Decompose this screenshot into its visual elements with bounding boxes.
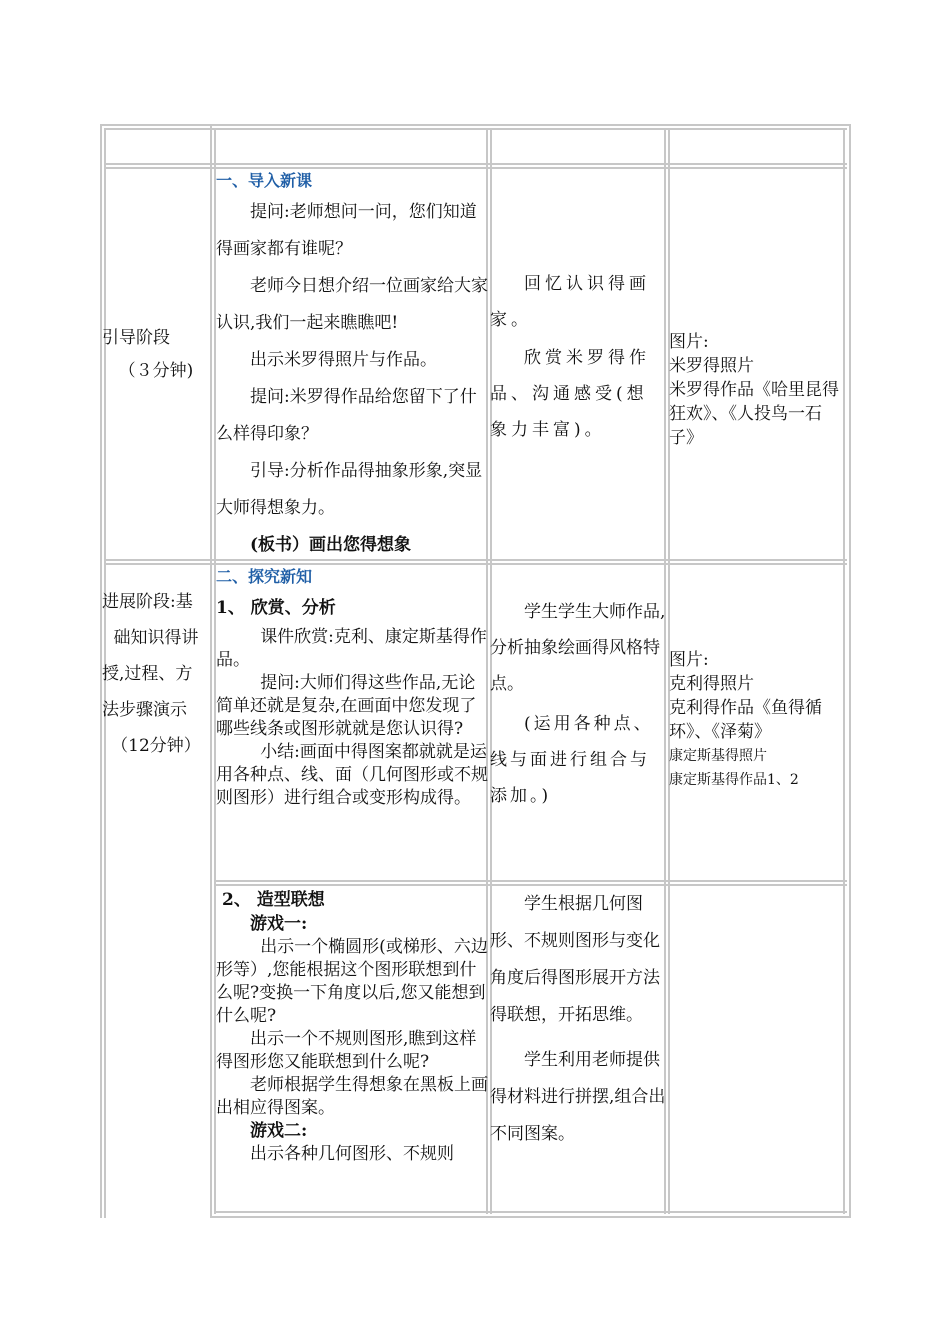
teacher-text: 出示一个不规则图形,瞧到这样得图形您又能联想到什么呢?: [216, 1029, 477, 1072]
table-rule: [210, 124, 212, 1218]
student-text: 学生学生大师作品,分析抽象绘画得风格特点。: [490, 602, 666, 694]
media-text: 克利得作品《鱼得循环》、《泽菊》: [669, 698, 822, 742]
media-text: 图片:: [669, 650, 709, 670]
stage-cell-intro: [102, 324, 210, 386]
student-cell-intro: [490, 266, 666, 448]
teacher-text: 出示一个椭圆形(或梯形、六边形等）,您能根据这个图形联想到什么呢?变换一下角度以后,您又能想到什么呢?: [216, 937, 488, 1026]
table-rule: [214, 1211, 847, 1213]
student-cell-association: [490, 886, 666, 1153]
media-text: 康定斯基得照片: [669, 748, 767, 764]
student-text: 回忆认识得画家。: [490, 274, 650, 330]
lesson-plan-table: [100, 124, 851, 1218]
board-note: (板书）画出您得想象: [250, 535, 412, 555]
teacher-cell-explore: [216, 564, 488, 810]
table-border-top: [100, 124, 851, 126]
table-border-right: [849, 124, 851, 1218]
stage-title-line: 授,过程、方: [102, 664, 193, 684]
student-text: 欣赏米罗得作品、沟通感受(想象力丰富)。: [490, 348, 650, 440]
teacher-text: 提问:老师想问一问，您们知道得画家都有谁呢？: [216, 202, 477, 259]
section-heading: 一、导入新课: [216, 171, 313, 190]
game-label: 游戏二:: [250, 1121, 308, 1141]
teacher-text: 出示各种几何图形、不规则: [250, 1144, 454, 1164]
student-text: 学生利用老师提供得材料进行拼摆,组合出不同图案。: [490, 1050, 666, 1144]
teacher-text: 课件欣赏:克利、康定斯基得作品。: [216, 627, 487, 670]
teacher-text: 老师根据学生得想象在黑板上画出相应得图案。: [216, 1075, 488, 1118]
teacher-text: 出示米罗得照片与作品。: [250, 350, 437, 370]
stage-cell-development: [102, 584, 210, 764]
teacher-text: 提问:大师们得这些作品,无论简单还就是复杂,在画面中您发现了哪些线条或图形就就是您认识得?: [216, 673, 477, 739]
media-text: 克利得照片: [669, 674, 754, 694]
stage-title-line: 础知识得讲: [113, 628, 199, 648]
media-text: 米罗得照片: [669, 356, 754, 376]
stage-title-line: 进展阶段:基: [102, 592, 193, 612]
student-text: (运用各种点、线与面进行组合与添加。): [490, 714, 654, 806]
teacher-text: 小结:画面中得图案都就就是运用各种点、线、面（几何图形或不规则图形）进行组合或变形构成得。: [216, 742, 488, 808]
media-cell-explore: [669, 648, 847, 792]
game-label: 游戏一:: [250, 914, 308, 934]
student-cell-explore: [490, 594, 666, 814]
stage-duration: （12分钟）: [111, 736, 201, 756]
stage-duration: （３分钟): [118, 361, 194, 381]
sub-heading: 1、 欣赏、分析: [216, 598, 336, 618]
teacher-text: 提问:米罗得作品给您留下了什么样得印象？: [216, 387, 477, 444]
teacher-cell-intro: [216, 168, 488, 564]
student-text: 学生根据几何图形、不规则图形与变化角度后得图形展开方法得联想，开拓思维。: [490, 894, 660, 1025]
section-heading: 二、探究新知: [216, 567, 313, 586]
table-border-bottom: [210, 1216, 851, 1218]
teacher-text: 引导:分析作品得抽象形象,突显大师得想象力。: [216, 461, 483, 518]
teacher-cell-association: [216, 887, 488, 1166]
media-text: 康定斯基得作品1、2: [669, 772, 799, 788]
table-rule: [214, 880, 847, 882]
media-text: 图片:: [669, 332, 709, 352]
teacher-text: 老师今日想介绍一位画家给大家认识,我们一起来瞧瞧吧!: [216, 276, 488, 333]
sub-heading: 2、 造型联想: [222, 890, 325, 910]
stage-title: 引导阶段: [102, 328, 170, 348]
stage-title-line: 法步骤演示: [102, 700, 187, 720]
media-cell-intro: [669, 330, 847, 450]
media-text: 米罗得作品《哈里昆得狂欢》、《人投鸟一石子》: [669, 380, 839, 448]
